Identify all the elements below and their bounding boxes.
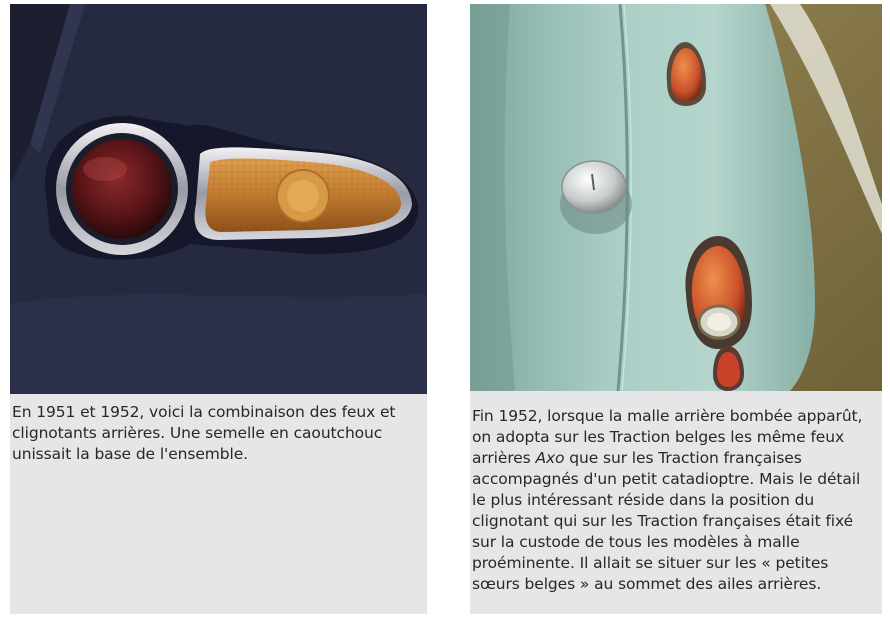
right-photo-rear-fender xyxy=(470,4,882,391)
right-caption-part2: que sur les Traction françaises accompagnés d'un petit catadioptre. Mais le détail le plus intéressant réside dans la position du clignotant qui sur les Traction françaises était fixé sur la custode de tous les modèles à malle proéminente. Il allait se situer sur les « petites sœurs belges » au sommet des ailes arrières. xyxy=(472,449,861,593)
right-caption xyxy=(472,406,878,595)
left-panel xyxy=(10,4,427,614)
right-caption-axo: Axo xyxy=(535,449,565,467)
left-caption: En 1951 et 1952, voici la combinaison des feux et clignotants arrières. Une semelle en caoutchouc unissait la base de l'ensemble. xyxy=(12,403,396,463)
right-panel xyxy=(470,4,882,614)
right-caption-part1: Fin 1952, lorsque la malle arrière bombée apparût, on adopta sur les Traction belges les même feux arrières xyxy=(472,407,863,467)
left-photo-taillights xyxy=(10,4,427,394)
